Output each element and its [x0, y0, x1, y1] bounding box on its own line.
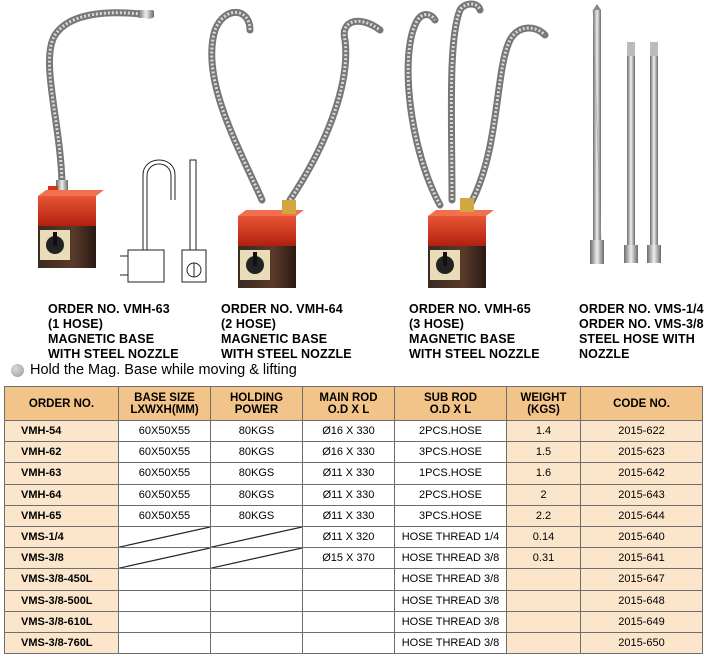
header-label: O.D X L: [327, 403, 370, 416]
col-weight-cell: [507, 590, 581, 611]
caption-line: MAGNETIC BASE: [221, 332, 328, 346]
col-holding-power-cell: 80KGS: [211, 484, 303, 505]
col-holding-power-cell: 80KGS: [211, 463, 303, 484]
col-base-size-cell: 60X50X55: [119, 421, 211, 442]
col-code-no-cell: 2015-644: [581, 505, 703, 526]
col-order-no-cell: VMH-63: [5, 463, 119, 484]
caption-line: WITH STEEL NOZZLE: [409, 347, 540, 361]
col-order-no-cell: VMS-3/8-500L: [5, 590, 119, 611]
col-sub-rod-cell: HOSE THREAD 3/8: [395, 590, 507, 611]
col-code-no-cell: 2015-622: [581, 421, 703, 442]
table-row: [5, 569, 703, 590]
vmh65-illustration: [408, 4, 545, 288]
col-sub-rod-cell: 3PCS.HOSE: [395, 505, 507, 526]
table-row: [5, 548, 703, 569]
usage-note: [11, 362, 297, 378]
table-row: [5, 526, 703, 547]
col-weight-cell: 0.14: [507, 526, 581, 547]
col-weight-cell: 0.31: [507, 548, 581, 569]
col-code-no-cell: 2015-623: [581, 442, 703, 463]
col-base-size-cell: [119, 569, 211, 590]
col-holding-power-cell: [211, 590, 303, 611]
header-label: WEIGHT: [520, 391, 567, 404]
col-sub-rod-cell: 3PCS.HOSE: [395, 442, 507, 463]
col-code-no-cell: 2015-650: [581, 632, 703, 653]
col-weight-cell: [507, 569, 581, 590]
empty-cell-diagonal: [119, 548, 210, 568]
vmh63-illustration: [38, 10, 154, 268]
col-holding-power-cell: [211, 569, 303, 590]
vms-hoses-illustration: [590, 4, 661, 264]
col-main-rod-cell: [303, 590, 395, 611]
col-main-rod-cell: [303, 632, 395, 653]
table-row: [5, 611, 703, 632]
col-weight-cell: 2.2: [507, 505, 581, 526]
col-order-no-cell: VMS-1/4: [5, 526, 119, 547]
col-sub-rod-header: [395, 387, 507, 421]
caption-line: NOZZLE: [579, 347, 630, 361]
empty-cell-diagonal: [211, 548, 302, 568]
caption-line: ORDER NO. VMH-65: [409, 302, 531, 316]
col-main-rod-cell: Ø11 X 330: [303, 505, 395, 526]
col-weight-header: [507, 387, 581, 421]
col-order-no-cell: VMH-64: [5, 484, 119, 505]
col-order-no-cell: VMH-62: [5, 442, 119, 463]
table-row: [5, 590, 703, 611]
col-order-no-cell: VMS-3/8-610L: [5, 611, 119, 632]
caption-line: (1 HOSE): [48, 317, 103, 331]
caption-line: ORDER NO. VMH-64: [221, 302, 343, 316]
col-order-no-header: [5, 387, 119, 421]
col-weight-cell: 2: [507, 484, 581, 505]
col-main-rod-cell: [303, 611, 395, 632]
col-base-size-header: [119, 387, 211, 421]
header-label: ORDER NO.: [28, 397, 95, 410]
col-weight-cell: [507, 611, 581, 632]
col-main-rod-header: [303, 387, 395, 421]
col-weight-cell: 1.4: [507, 421, 581, 442]
col-holding-power-cell: [211, 632, 303, 653]
spec-table: [4, 386, 703, 654]
col-weight-cell: 1.5: [507, 442, 581, 463]
header-label: SUB ROD: [423, 391, 478, 404]
col-main-rod-cell: Ø11 X 320: [303, 526, 395, 547]
col-holding-power-cell: [211, 548, 303, 569]
col-sub-rod-cell: HOSE THREAD 3/8: [395, 548, 507, 569]
spec-table-header: [5, 387, 703, 421]
table-row: [5, 505, 703, 526]
header-label: LXWXH(MM): [130, 403, 199, 416]
col-weight-cell: 1.6: [507, 463, 581, 484]
col-main-rod-cell: Ø11 X 330: [303, 463, 395, 484]
col-sub-rod-cell: 1PCS.HOSE: [395, 463, 507, 484]
col-sub-rod-cell: HOSE THREAD 3/8: [395, 632, 507, 653]
empty-cell-diagonal: [119, 527, 210, 547]
caption-line: ORDER NO. VMS-1/4: [579, 302, 704, 316]
col-base-size-cell: [119, 632, 211, 653]
caption-line: ORDER NO. VMH-63: [48, 302, 170, 316]
table-row: [5, 484, 703, 505]
col-holding-power-header: [211, 387, 303, 421]
col-order-no-cell: VMH-65: [5, 505, 119, 526]
col-sub-rod-cell: HOSE THREAD 1/4: [395, 526, 507, 547]
spec-table-body: [5, 421, 703, 654]
col-order-no-cell: VMH-54: [5, 421, 119, 442]
usage-note-text: Hold the Mag. Base while moving & lifting: [30, 362, 297, 378]
col-holding-power-cell: 80KGS: [211, 442, 303, 463]
product-illustrations: [0, 0, 724, 300]
caption-line: WITH STEEL NOZZLE: [48, 347, 179, 361]
col-base-size-cell: [119, 548, 211, 569]
empty-cell-diagonal: [211, 527, 302, 547]
header-label: HOLDING: [229, 391, 284, 404]
caption-line: MAGNETIC BASE: [409, 332, 516, 346]
table-row: [5, 632, 703, 653]
col-weight-cell: [507, 632, 581, 653]
header-label: MAIN ROD: [319, 391, 378, 404]
bullet-icon: [11, 364, 24, 377]
caption-line: ORDER NO. VMS-3/8: [579, 317, 704, 331]
caption-vmh63: [48, 302, 179, 362]
col-order-no-cell: VMS-3/8: [5, 548, 119, 569]
col-holding-power-cell: [211, 526, 303, 547]
col-base-size-cell: 60X50X55: [119, 505, 211, 526]
header-label: O.D X L: [429, 403, 472, 416]
col-main-rod-cell: Ø11 X 330: [303, 484, 395, 505]
col-sub-rod-cell: 2PCS.HOSE: [395, 484, 507, 505]
col-base-size-cell: 60X50X55: [119, 484, 211, 505]
caption-line: (2 HOSE): [221, 317, 276, 331]
col-code-no-cell: 2015-640: [581, 526, 703, 547]
table-row: [5, 463, 703, 484]
header-label: BASE SIZE: [134, 391, 195, 404]
caption-line: STEEL HOSE WITH: [579, 332, 695, 346]
caption-vms: [579, 302, 704, 362]
col-code-no-header: [581, 387, 703, 421]
col-code-no-cell: 2015-642: [581, 463, 703, 484]
col-main-rod-cell: [303, 569, 395, 590]
col-main-rod-cell: Ø15 X 370: [303, 548, 395, 569]
col-sub-rod-cell: HOSE THREAD 3/8: [395, 611, 507, 632]
technical-drawing: [120, 160, 206, 282]
col-main-rod-cell: Ø16 X 330: [303, 421, 395, 442]
col-base-size-cell: 60X50X55: [119, 442, 211, 463]
caption-line: WITH STEEL NOZZLE: [221, 347, 352, 361]
col-holding-power-cell: [211, 611, 303, 632]
col-base-size-cell: [119, 526, 211, 547]
col-sub-rod-cell: HOSE THREAD 3/8: [395, 569, 507, 590]
col-base-size-cell: [119, 611, 211, 632]
col-base-size-cell: 60X50X55: [119, 463, 211, 484]
caption-vmh64: [221, 302, 352, 362]
caption-line: MAGNETIC BASE: [48, 332, 155, 346]
col-order-no-cell: VMS-3/8-760L: [5, 632, 119, 653]
col-sub-rod-cell: 2PCS.HOSE: [395, 421, 507, 442]
caption-vmh65: [409, 302, 540, 362]
col-code-no-cell: 2015-649: [581, 611, 703, 632]
col-code-no-cell: 2015-643: [581, 484, 703, 505]
vmh64-illustration: [212, 12, 380, 288]
col-holding-power-cell: 80KGS: [211, 421, 303, 442]
col-base-size-cell: [119, 590, 211, 611]
col-code-no-cell: 2015-648: [581, 590, 703, 611]
table-row: [5, 442, 703, 463]
col-code-no-cell: 2015-641: [581, 548, 703, 569]
col-holding-power-cell: 80KGS: [211, 505, 303, 526]
col-main-rod-cell: Ø16 X 330: [303, 442, 395, 463]
col-code-no-cell: 2015-647: [581, 569, 703, 590]
header-label: (KGS): [527, 403, 560, 416]
table-row: [5, 421, 703, 442]
header-label: CODE NO.: [613, 397, 670, 410]
col-order-no-cell: VMS-3/8-450L: [5, 569, 119, 590]
header-label: POWER: [234, 403, 279, 416]
caption-line: (3 HOSE): [409, 317, 464, 331]
